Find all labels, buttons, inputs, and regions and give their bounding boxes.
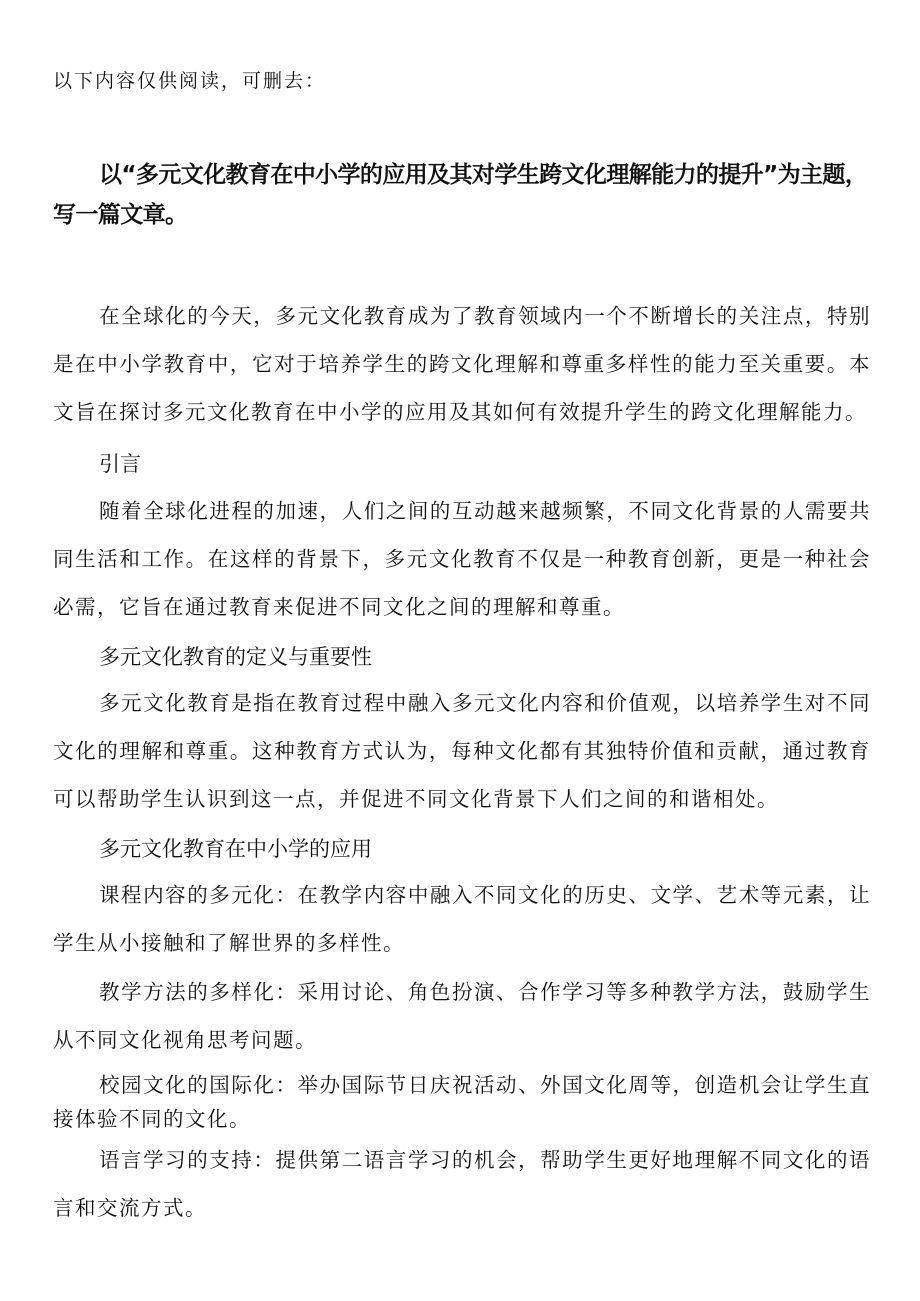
application-paragraph-campus: 校园文化的国际化：举办国际节日庆祝活动、外国文化周等，创造机会让学生直接体验不同的文化。 (53, 1073, 871, 1131)
introduction-paragraph: 随着全球化进程的加速，人们之间的互动越来越频繁，不同文化背景的人需要共同生活和工作。在这样的背景下，多元文化教育不仅是一种教育创新，更是一种社会必需，它旨在通过教育来促进不同文化之间的理解和尊重。 (53, 499, 871, 619)
section-heading-introduction: 引言 (99, 452, 141, 476)
section-heading-definition: 多元文化教育的定义与重要性 (99, 645, 372, 669)
article-title: 以“多元文化教育在中小学的应用及其对学生跨文化理解能力的提升”为主题，写一篇文章。 (53, 162, 868, 228)
application-paragraph-methods: 教学方法的多样化：采用讨论、角色扮演、合作学习等多种教学方法，鼓励学生从不同文化视角思考问题。 (53, 980, 871, 1052)
definition-paragraph: 多元文化教育是指在教育过程中融入多元文化内容和价值观，以培养学生对不同文化的理解和尊重。这种教育方式认为，每种文化都有其独特价值和贡献，通过教育可以帮助学生认识到这一点，并促进不同文化背景下人们之间的和谐相处。 (53, 691, 871, 811)
application-paragraph-language: 语言学习的支持：提供第二语言学习的机会，帮助学生更好地理解不同文化的语言和交流方式。 (53, 1148, 871, 1220)
section-heading-application: 多元文化教育在中小学的应用 (99, 837, 372, 861)
intro-paragraph: 在全球化的今天，多元文化教育成为了教育领域内一个不断增长的关注点，特别是在中小学教育中，它对于培养学生的跨文化理解和尊重多样性的能力至关重要。本文旨在探讨多元文化教育在中小学的应用及其如何有效提升学生的跨文化理解能力。 (53, 304, 871, 424)
application-paragraph-curriculum: 课程内容的多元化：在教学内容中融入不同文化的历史、文学、艺术等元素，让学生从小接触和了解世界的多样性。 (53, 883, 871, 955)
notice-text: 以下内容仅供阅读，可删去： (53, 70, 327, 92)
